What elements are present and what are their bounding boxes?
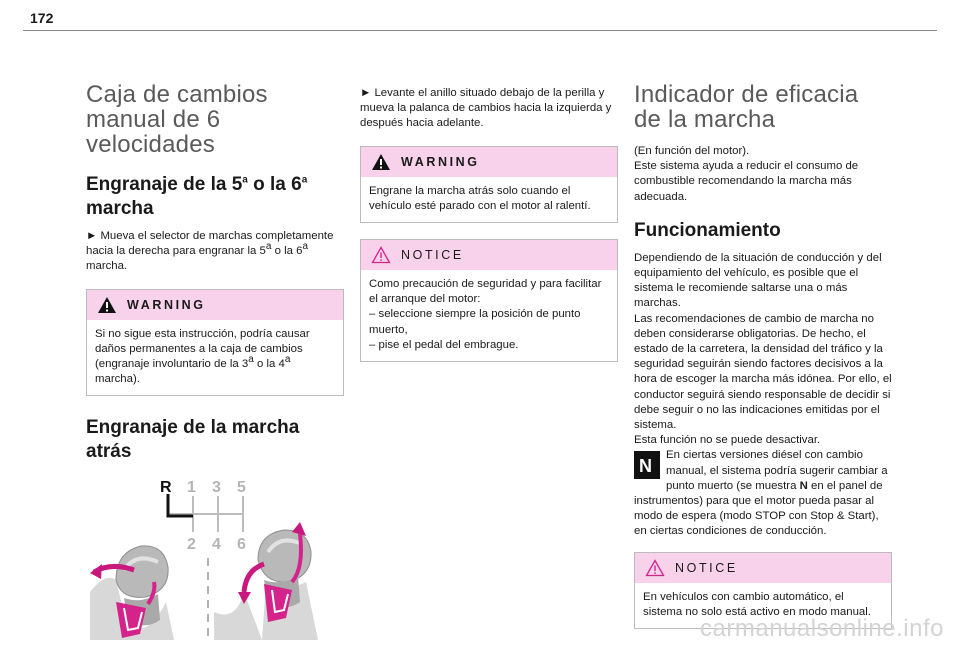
gear-knob-right bbox=[214, 522, 318, 640]
warning-header bbox=[87, 290, 343, 320]
instruction-5th-6th: ► Mueva el selector de marchas completamente hacia la derecha para engranar la 5$^a$ o la 6$^a$ marcha. bbox=[86, 230, 334, 273]
notice-label: NOTICE bbox=[675, 560, 738, 575]
subheading-reverse-gear: Engranaje de la marcha atrás bbox=[86, 417, 300, 463]
subheading-5th-6th-gear: Engranaje de la 5$^a$ o la 6$^a$ marcha bbox=[86, 174, 308, 219]
instruction-reverse: ► Levante el anillo situado debajo de la perilla y mueva la palanca de cambios hacia la izquierda y después hacia adelante. bbox=[360, 87, 612, 130]
section-title-gear-indicator: Indicador de eficacia de la marcha bbox=[634, 81, 859, 133]
gear-label-4: 4 bbox=[212, 536, 221, 554]
section-title-manual-gearbox: Caja de cambios manual de 6 velocidades bbox=[86, 81, 268, 158]
operation-paragraph-1: Dependiendo de la situación de conducción y del equipamiento del vehículo, es posible que el sistema le recomiende saltarse una o más marchas. bbox=[634, 251, 882, 310]
operation-paragraph-2: Las recomendaciones de cambio de marcha no deben considerarse obligatorias. De hecho, el estado de la carretera, la densidad del tráfico y la seguridad seguirán siendo factores decisivos a la hora de escoger la marcha más idónea. Por ello, el conductor seguirá siendo responsable de decidir si debe seguir o no las indicaciones emitidas por el sistema. bbox=[634, 312, 892, 432]
warning-box-reverse bbox=[360, 146, 618, 223]
notice-triangle-icon bbox=[645, 559, 665, 577]
warning-header bbox=[361, 147, 617, 177]
page-number: 172 bbox=[30, 10, 54, 26]
gear-label-1: 1 bbox=[187, 479, 196, 497]
warning-text: Engrane la marcha atrás solo cuando el vehículo esté parado con el motor al ralentí. bbox=[369, 184, 591, 212]
column-1 bbox=[86, 70, 344, 642]
warning-triangle-icon bbox=[371, 153, 391, 171]
gear-label-6: 6 bbox=[237, 536, 246, 554]
warning-label: WARNING bbox=[127, 297, 206, 312]
watermark: carmanualsonline.info bbox=[700, 615, 944, 642]
intro-description: Este sistema ayuda a reducir el consumo de combustible recomendando la marcha más adecuada. bbox=[634, 160, 859, 203]
notice-text: En vehículos con cambio automático, el sistema no solo está activo en modo manual. bbox=[643, 590, 871, 618]
reverse-gear-illustration bbox=[86, 472, 326, 642]
header-divider bbox=[23, 30, 937, 31]
column-3 bbox=[634, 70, 892, 629]
notice-label: NOTICE bbox=[401, 248, 464, 263]
operation-paragraph-4: N En ciertas versiones diésel con cambio manual, el sistema podría sugerir cambiar a punto muerto (se muestra N en el panel de instrumentos) para que el motor pueda pasar al modo de espera (modo STOP con Stop & Start), en ciertas condiciones de conducción. bbox=[634, 449, 888, 538]
gear-shift-pattern bbox=[168, 496, 243, 532]
gear-label-2: 2 bbox=[187, 536, 196, 554]
column-2 bbox=[360, 86, 618, 362]
warning-label: WARNING bbox=[401, 154, 480, 169]
gear-label-3: 3 bbox=[212, 479, 221, 497]
subheading-operation: Funcionamiento bbox=[634, 219, 781, 241]
notice-header bbox=[361, 240, 617, 270]
intro-engine-note: (En función del motor). bbox=[634, 145, 750, 157]
notice-header bbox=[635, 553, 891, 583]
warning-box-gear-damage bbox=[86, 289, 344, 397]
gear-label-5: 5 bbox=[237, 479, 246, 497]
operation-paragraph-3: Esta función no se puede desactivar. bbox=[634, 434, 821, 447]
notice-triangle-icon bbox=[371, 246, 391, 264]
warning-triangle-icon bbox=[97, 296, 117, 314]
gear-label-r: R bbox=[160, 479, 172, 497]
reverse-path-line bbox=[168, 494, 193, 516]
notice-text: Como precaución de seguridad y para facilitar el arranque del motor: – seleccione siempre la posición de punto muerto, – pise el pedal del embrague. bbox=[369, 278, 602, 351]
neutral-indicator-icon bbox=[634, 451, 660, 479]
warning-text: Si no sigue esta instrucción, podría causar daños permanentes a la caja de cambios (engranaje involuntario de la 3$^a$ o la 4$^a$ marcha). bbox=[95, 327, 310, 386]
svg-text:N: N bbox=[639, 456, 652, 477]
gear-knob-left bbox=[90, 546, 174, 640]
notice-box-safety bbox=[360, 239, 618, 362]
